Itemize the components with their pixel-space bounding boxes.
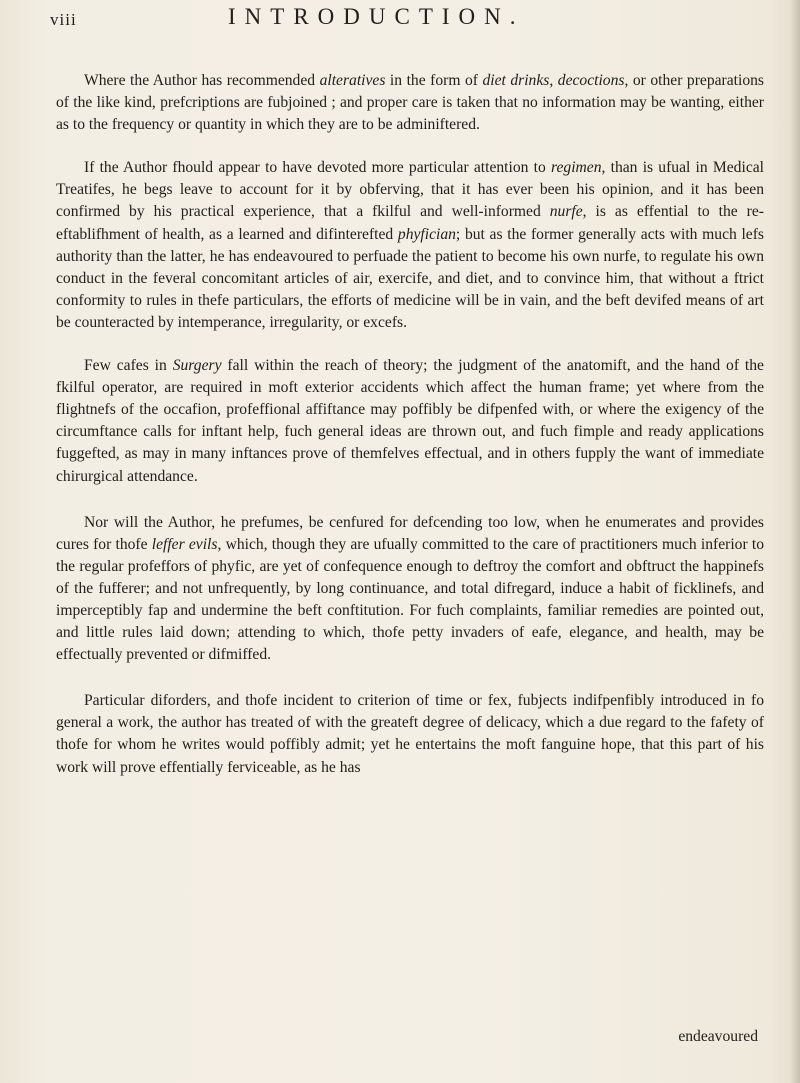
- italic-text: phyfician: [397, 225, 456, 243]
- text-run: ; but as the former generally acts with much lefs authority than the latter, he has endeavoured to perfuade the patient to become his own nurfe, to regulate his own conduct in the feveral concomitant articles of air, exercife, and diet, and to convince him, that without a ftrict conformity to rules in thefe particulars, the efforts of medicine will be in vain, and the beft devifed means of art be counteracted by intemperance, irregularity, or excefs.: [56, 225, 764, 331]
- text-run: , is as effential to the re-eftablifhment of health, as a learned and difinterefted: [56, 203, 764, 243]
- italic-text: alteratives: [319, 72, 386, 89]
- body-text: [56, 70, 764, 800]
- italic-text: nurfe: [549, 203, 583, 221]
- italic-text: leffer evils: [151, 535, 218, 553]
- italic-text: diet drinks: [482, 72, 550, 89]
- page-title: INTRODUCTION.: [228, 4, 525, 29]
- text-run: fall within the reach of theory; the judgment of the anatomift, and the hand of the fkilful operator, are required in moft exterior accidents which affect the human frame; yet where from the flightnefs of the occafion, profeffional affiftance may poffibly be difpenfed with, or where the exigency of the circumftance calls for inftant help, fuch general ideas are thrown out, and fuch fimple and ready applications fuggefted, as may in many inftances prove of themfelves effectual, and in others fupply the want of immediate chirurgical attendance.: [56, 357, 764, 485]
- text-run: Where the Author has recommended: [84, 72, 320, 89]
- text-run: ,: [549, 72, 558, 89]
- paragraph: [56, 355, 764, 488]
- text-run: , or other preparations of the like kind, prefcriptions are fubjoined ; and proper care is taken that no information may be wanting, either as to the frequency or quantity in which they are to be adminiftered.: [56, 72, 765, 134]
- text-run: , which, though they are ufually committed to the care of practitioners much inferior to the regular profeffors of phyfic, are yet of confequence enough to deftroy the comfort and obftruct the happinefs of the fufferer; and not unfrequently, by long continuance, and total difregard, induce a habit of ficklinefs, and imperceptibly fap and undermine the beft conftitution. For fuch complaints, familiar remedies are pointed out, and little rules laid down; attending to which, thofe petty invaders of eafe, elegance, and health, may be effectually prevented or difmiffed.: [56, 535, 764, 664]
- text-run: in the form of: [385, 72, 483, 89]
- paragraph: [56, 512, 764, 667]
- italic-text: decoctions: [557, 72, 625, 89]
- running-head: [0, 4, 800, 40]
- italic-text: regimen: [550, 159, 602, 177]
- italic-text: Surgery: [172, 357, 222, 375]
- catchword: endeavoured: [678, 1028, 758, 1045]
- page-number: viii: [50, 10, 77, 29]
- text-run: Particular diforders, and thofe incident to criterion of time or fex, fubjects indifpenfibly introduced in fo general a work, the author has treated of with the greateft degree of delicacy, which a due regard to the fafety of thofe for whom he writes would poffibly admit; yet he entertains the moft fanguine hope, that this part of his work will prove effentially ferviceable, as he has: [56, 692, 764, 776]
- text-run: If the Author fhould appear to have devoted more particular attention to: [84, 159, 551, 177]
- text-run: Nor will the Author, he prefumes, be cenfured for defcending too low, when he enumerates and provides cures for thofe: [56, 513, 764, 553]
- paragraph: [56, 70, 764, 136]
- text-run: Few cafes in: [84, 357, 173, 375]
- paragraph: [56, 157, 764, 334]
- paragraph: [56, 690, 764, 778]
- page-edge-shadow: [790, 0, 800, 1083]
- text-run: , than is ufual in Medical Treatifes, he begs leave to account for it by obferving, that it has ever been his opinion, and it has been confirmed by his practical experience, that a fkilful and well-informed: [56, 159, 764, 221]
